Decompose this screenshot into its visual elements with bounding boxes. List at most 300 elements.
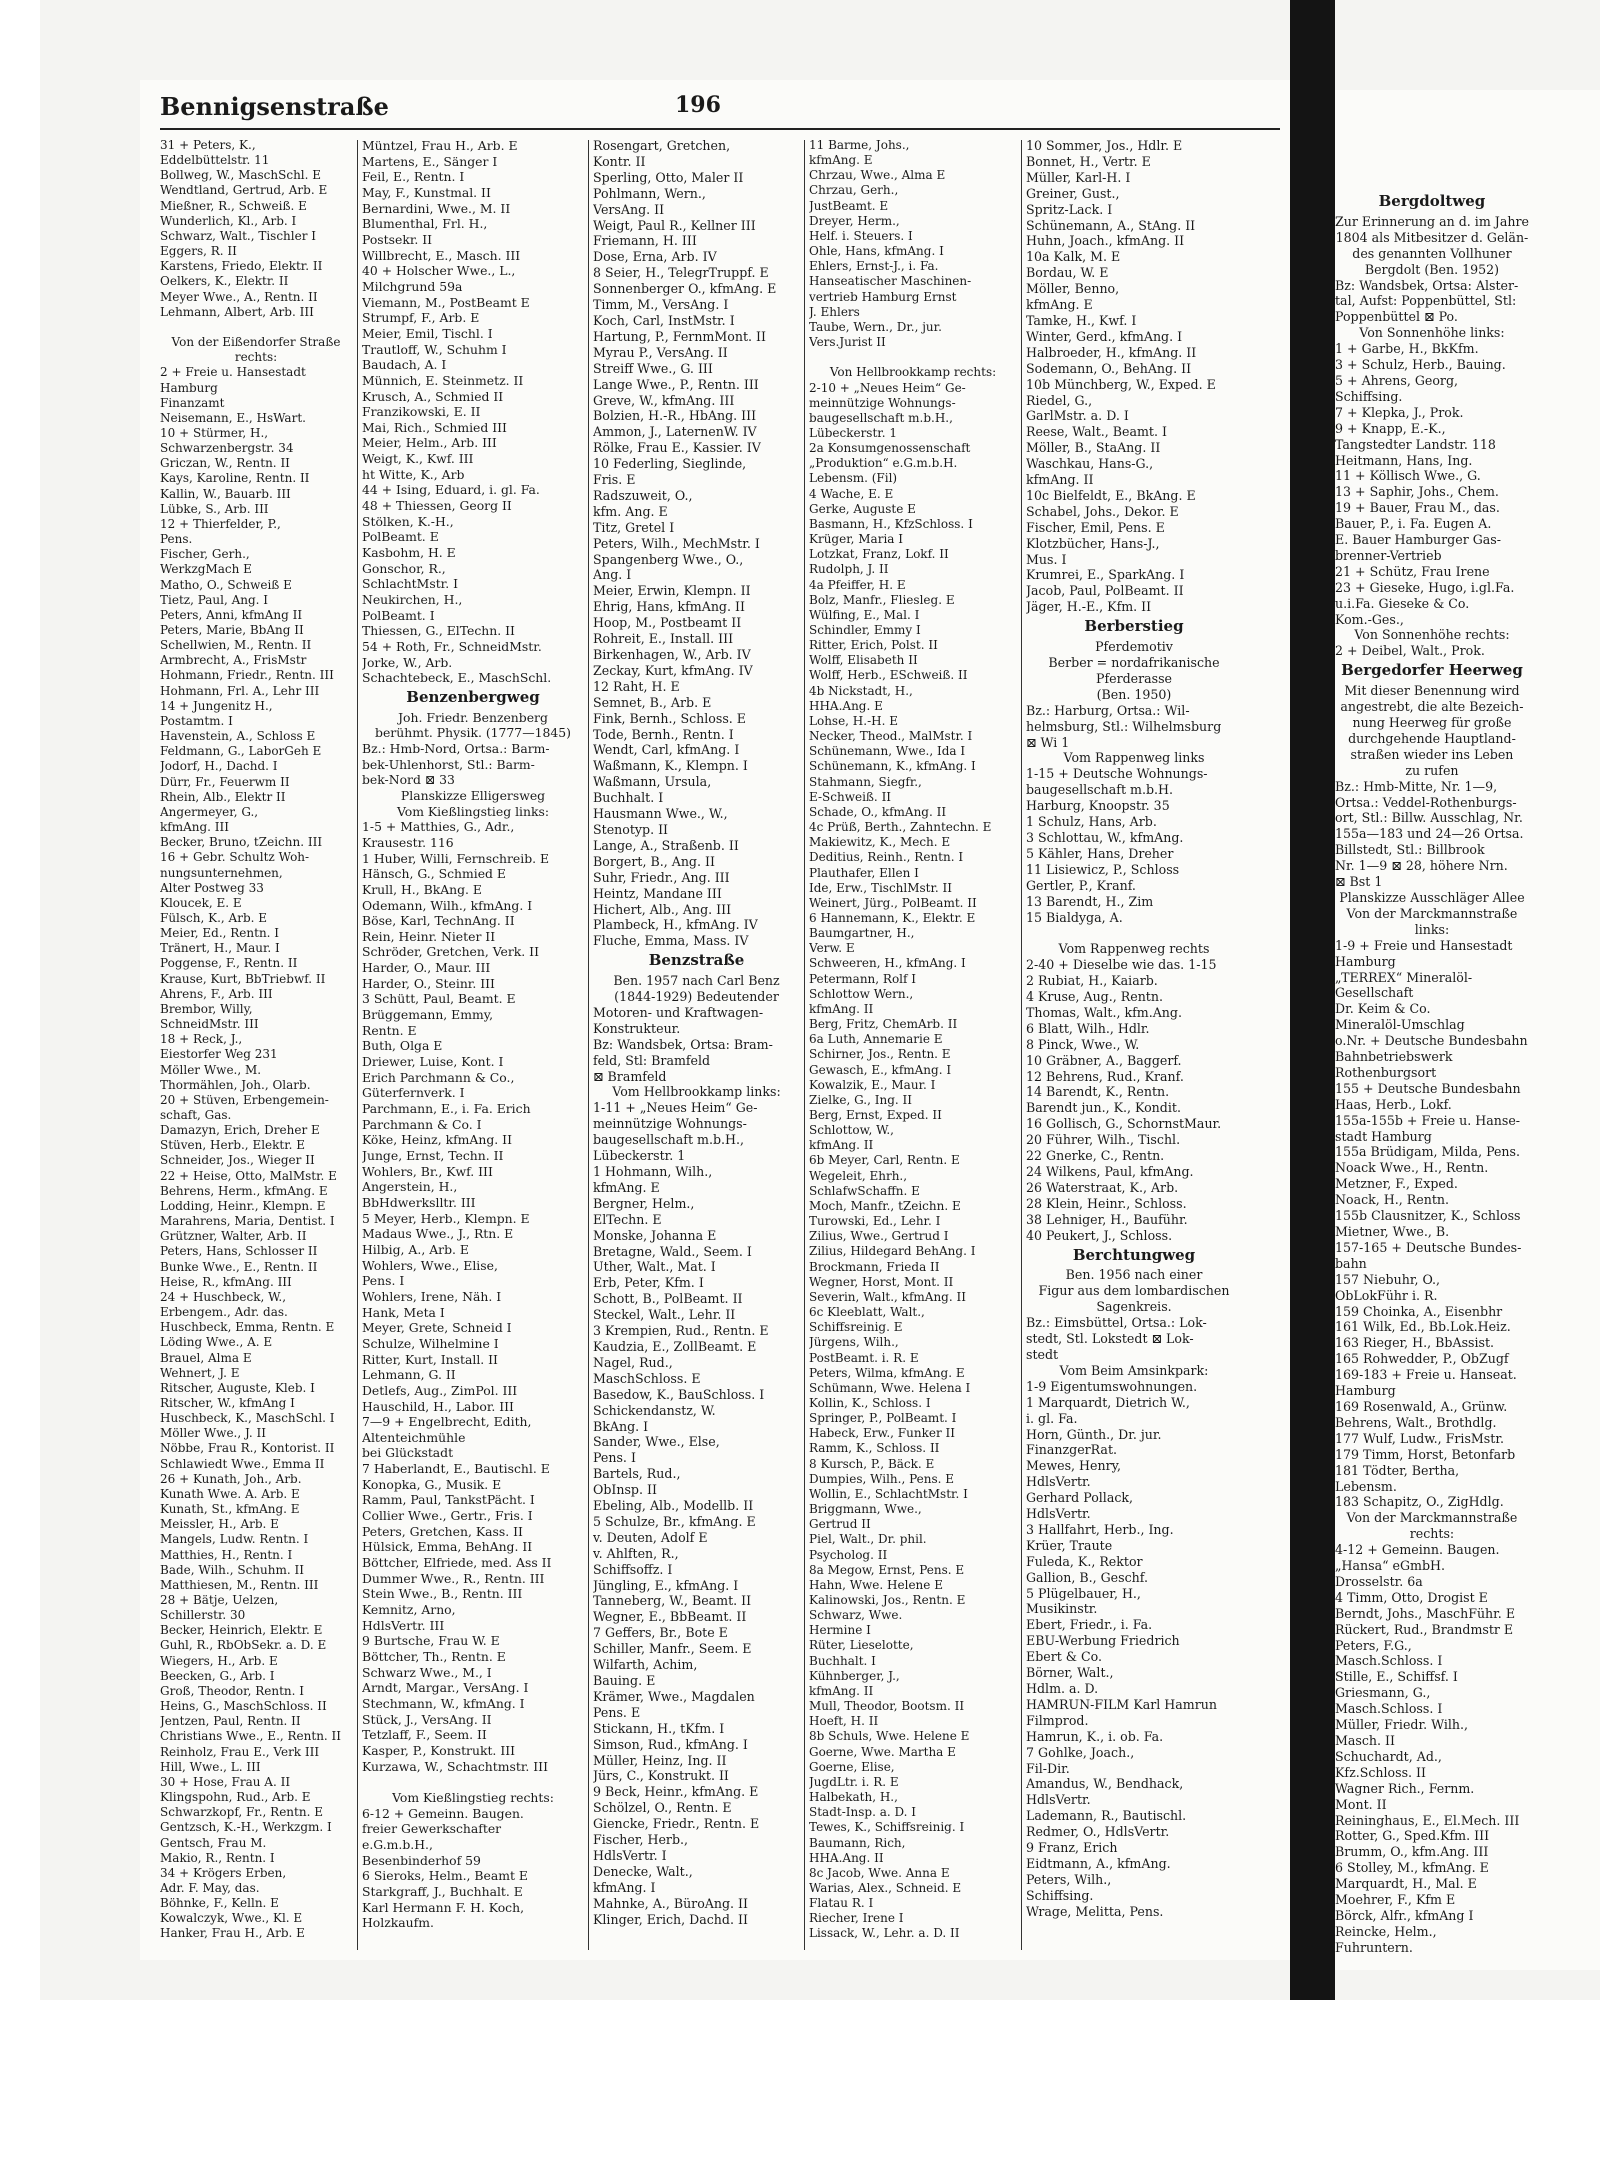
directory-entry: 1-9 + Freie und Hansestadt xyxy=(1335,937,1513,953)
directory-entry: Koch, Carl, InstMstr. I xyxy=(593,312,735,328)
directory-entry: Güterfernverk. I xyxy=(362,1085,465,1101)
directory-entry: Tewes, K., Schiffsreinig. I xyxy=(809,1820,965,1835)
directory-entry: kfmAng. II xyxy=(1026,472,1094,488)
directory-entry: Ortsa.: Veddel-Rothenburgs- xyxy=(1335,794,1517,810)
directory-entry: ⊠ Wi 1 xyxy=(1026,734,1070,750)
directory-entry: Alter Postweg 33 xyxy=(160,880,264,895)
directory-entry: Fil-Dir. xyxy=(1026,1760,1070,1776)
directory-entry: Müller, Friedr. Wilh., xyxy=(1335,1717,1468,1733)
directory-entry: Matthiesen, M., Rentn. III xyxy=(160,1577,319,1592)
directory-entry: Peters, Marie, BbAng II xyxy=(160,623,304,637)
directory-entry: Karstens, Friedo, Elektr. II xyxy=(160,259,323,274)
directory-entry: Reese, Walt., Beamt. I xyxy=(1026,424,1167,440)
directory-entry: Schiffsoffz. I xyxy=(593,1561,673,1577)
directory-entry: bek-Uhlenhorst, Stl.: Barm- xyxy=(362,756,535,772)
column-divider xyxy=(804,140,805,1950)
directory-entry: Peters, Gretchen, Kass. II xyxy=(362,1523,523,1539)
directory-entry: Jodorf, H., Dachd. I xyxy=(160,759,278,774)
directory-entry: Klingspohn, Rud., Arb. E xyxy=(160,1790,311,1805)
directory-entry: Basmann, H., KfzSchloss. I xyxy=(809,516,973,531)
directory-entry: Wehnert, J. E xyxy=(160,1365,240,1380)
directory-entry: Dummer Wwe., R., Rentn. III xyxy=(362,1570,545,1586)
directory-entry: Blumenthal, Frl. H., xyxy=(362,216,488,232)
directory-entry: Junge, Ernst, Techn. II xyxy=(362,1148,504,1163)
directory-entry: Winter, Gerd., kfmAng. I xyxy=(1026,328,1183,344)
directory-entry: Bergdolt (Ben. 1952) xyxy=(1364,261,1500,277)
directory-entry: Psycholog. II xyxy=(809,1547,888,1562)
directory-entry: Radszuweit, O., xyxy=(593,487,693,503)
directory-entry: u.i.Fa. Gieseke & Co. xyxy=(1335,595,1470,611)
directory-entry: Müller, Karl-H. I xyxy=(1026,169,1131,185)
directory-entry: Kom.-Ges., xyxy=(1335,611,1404,627)
directory-entry: schaft, Gas. xyxy=(160,1108,232,1122)
directory-entry: Flatau R. I xyxy=(809,1896,874,1911)
directory-entry: Schünemann, A., StAng. II xyxy=(1026,217,1196,233)
directory-entry: Makiewitz, K., Mech. E xyxy=(809,835,951,850)
directory-entry: vertrieb Hamburg Ernst xyxy=(809,289,957,304)
directory-entry: Schwarz, Wwe. xyxy=(809,1608,903,1623)
directory-entry: Schneider, Jos., Wieger II xyxy=(160,1153,315,1168)
directory-entry: 1 Schulz, Hans, Arb. xyxy=(1026,814,1157,830)
directory-entry: Fischer, Herb., xyxy=(593,1832,689,1848)
directory-entry: Eggers, R. II xyxy=(160,244,237,259)
directory-entry: stedt, Stl. Lokstedt ⊠ Lok- xyxy=(1026,1331,1194,1347)
directory-entry: Wohlers, Irene, Näh. I xyxy=(362,1288,502,1304)
directory-entry: 12 Behrens, Rud., Kranf. xyxy=(1026,1068,1184,1084)
directory-entry: 3 + Schulz, Herb., Bauing. xyxy=(1335,357,1506,373)
directory-entry: Lübeckerstr. 1 xyxy=(809,425,897,440)
directory-entry: Hank, Meta I xyxy=(362,1304,445,1320)
street-heading: Bergdoltweg xyxy=(1378,192,1486,210)
directory-entry: Ramm, K., Schloss. II xyxy=(809,1441,940,1456)
directory-entry: Odemann, Wilh., kfmAng. I xyxy=(362,897,533,913)
directory-entry: 11 Lisiewicz, P., Schloss xyxy=(1026,861,1180,877)
directory-entry: Giencke, Friedr., Rentn. E xyxy=(593,1816,760,1832)
directory-entry: Moch, Manfr., tZeichn. E xyxy=(809,1198,961,1213)
directory-entry: Sander, Wwe., Else, xyxy=(593,1434,720,1450)
directory-entry: Kasbohm, H. E xyxy=(362,545,456,561)
directory-entry: 5 Kähler, Hans, Dreher xyxy=(1026,845,1174,861)
directory-entry: (1844-1929) Bedeutender xyxy=(614,989,779,1005)
directory-entry: Lotzkat, Franz, Lokf. II xyxy=(809,547,949,562)
directory-entry: 6a Luth, Annemarie E xyxy=(809,1032,943,1047)
directory-entry: Hülsick, Emma, BehAng. II xyxy=(362,1539,533,1555)
directory-entry: 155a Brüdigam, Milda, Pens. xyxy=(1335,1144,1521,1160)
directory-entry: (Ben. 1950) xyxy=(1096,686,1172,702)
directory-entry: 6 Sieroks, Helm., Beamt E xyxy=(362,1868,528,1884)
directory-entry: Gerhard Pollack, xyxy=(1026,1490,1134,1506)
directory-entry: 38 Lehniger, H., Bauführ. xyxy=(1026,1211,1188,1227)
directory-entry: stedt xyxy=(1026,1346,1059,1362)
directory-entry: 181 Tödter, Bertha, xyxy=(1335,1462,1460,1478)
directory-entry: 3 Krempien, Rud., Rentn. E xyxy=(593,1323,769,1339)
directory-entry: 28 Klein, Heinr., Schloss. xyxy=(1026,1195,1187,1211)
directory-entry: Haas, Herb., Lokf. xyxy=(1335,1096,1452,1112)
directory-entry: Kays, Karoline, Rentn. II xyxy=(160,471,310,486)
directory-entry: Stenotyp. II xyxy=(593,821,669,837)
directory-entry: Wohlers, Br., Kwf. III xyxy=(362,1163,493,1179)
directory-entry: Franzikowski, E. II xyxy=(362,404,481,420)
directory-entry: Böttcher, Th., Rentn. E xyxy=(362,1649,506,1664)
directory-entry: Möller, Benno, xyxy=(1026,281,1120,297)
directory-entry: Nöbbe, Frau R., Kontorist. II xyxy=(160,1441,335,1456)
directory-entry: Zilius, Hildegard BehAng. I xyxy=(809,1244,976,1259)
directory-entry: Tietz, Paul, Ang. I xyxy=(160,592,269,607)
directory-entry: 9 Franz, Erich xyxy=(1026,1840,1118,1856)
directory-entry: Plambeck, H., kfmAng. IV xyxy=(593,917,758,933)
directory-entry: Pens. xyxy=(160,532,193,547)
directory-entry: Schuchardt, Ad., xyxy=(1335,1748,1442,1764)
directory-entry: Meyer Wwe., A., Rentn. II xyxy=(160,289,318,304)
directory-entry: Kallin, W., Bauarb. III xyxy=(160,486,291,501)
directory-entry: Lehmann, G. II xyxy=(362,1367,456,1383)
directory-entry: Lübeckerstr. 1 xyxy=(593,1148,686,1164)
directory-entry: Wegner, E., BbBeamt. II xyxy=(593,1609,747,1625)
directory-entry: 1 Huber, Willi, Fernschreib. E xyxy=(362,850,550,866)
directory-entry: Starkgraff, J., Buchhalt. E xyxy=(362,1883,523,1899)
directory-entry: Kasper, P., Konstrukt. III xyxy=(362,1742,515,1758)
directory-entry: 6 Stolley, M., kfmAng. E xyxy=(1335,1860,1489,1876)
directory-entry: Brüggemann, Emmy, xyxy=(362,1007,494,1023)
directory-entry: Wegner, Horst, Mont. II xyxy=(809,1274,954,1289)
directory-entry: SchlafwSchaffn. E xyxy=(809,1183,920,1198)
directory-entry: E-Schweiß. II xyxy=(809,789,892,804)
directory-entry: Riedel, G., xyxy=(1026,392,1093,408)
blank-line xyxy=(362,1774,584,1790)
directory-entry: Eddelbüttelstr. 11 xyxy=(160,153,270,168)
directory-entry: Schellwien, M., Rentn. II xyxy=(160,638,312,653)
directory-entry: 6 Blatt, Wilh., Hdlr. xyxy=(1026,1020,1150,1036)
directory-entry: 40 + Holscher Wwe., L., xyxy=(362,263,516,279)
directory-entry: Tode, Bernh., Rentn. I xyxy=(593,726,734,742)
directory-entry: Wohlers, Wwe., Elise, xyxy=(362,1257,498,1273)
directory-entry: Ohle, Hans, kfmAng. I xyxy=(809,244,944,259)
directory-entry: Spangenberg Wwe., O., xyxy=(593,551,744,567)
directory-entry: rechts: xyxy=(234,350,278,365)
directory-entry: Ritscher, Auguste, Kleb. I xyxy=(160,1380,315,1395)
directory-entry: HdlsVertr. I xyxy=(593,1847,667,1863)
directory-entry: 10c Bielfeldt, E., BkAng. E xyxy=(1026,487,1196,503)
directory-entry: Kalinowski, Jos., Rentn. E xyxy=(809,1593,966,1607)
directory-entry: Rosengart, Gretchen, xyxy=(593,138,731,153)
directory-entry: PostBeamt. i. R. E xyxy=(809,1350,919,1365)
directory-entry: Rohreit, E., Install. III xyxy=(593,631,734,647)
directory-entry: Goerne, Elise, xyxy=(809,1759,895,1774)
directory-entry: Postamtm. I xyxy=(160,713,233,728)
directory-entry: Heins, G., MaschSchloss. II xyxy=(160,1699,327,1714)
directory-entry: 1-5 + Matthies, G., Adr., xyxy=(362,819,515,835)
directory-entry: Bz: Wandsbek, Ortsa: Bram- xyxy=(593,1036,773,1052)
directory-entry: 6 Hannemann, K., Elektr. E xyxy=(809,910,976,925)
directory-entry: Ritter, Kurt, Install. II xyxy=(362,1351,498,1367)
directory-entry: Stahmann, Siegfr., xyxy=(809,774,922,789)
running-head-street: Bennigsenstraße xyxy=(160,92,389,121)
directory-entry: Kowalczyk, Wwe., Kl. E xyxy=(160,1911,303,1926)
directory-entry: Vom Rappenweg rechts xyxy=(1058,941,1210,957)
directory-entry: Sodemann, O., BehAng. II xyxy=(1026,360,1192,376)
directory-entry: Becker, Heinrich, Elektr. E xyxy=(160,1623,323,1638)
directory-entry: 8 Seier, H., TelegrTruppf. E xyxy=(593,265,769,281)
adjacent-page xyxy=(1335,90,1600,1970)
directory-entry: Heintz, Mandane III xyxy=(593,885,722,901)
directory-entry: Müntzel, Frau H., Arb. E xyxy=(362,138,518,153)
directory-entry: Tränert, H., Maur. I xyxy=(160,941,280,956)
directory-entry: Chrzau, Gerh., xyxy=(809,183,899,198)
directory-entry: 12 Raht, H. E xyxy=(593,678,680,694)
directory-entry: E. Bauer Hamburger Gas- xyxy=(1335,532,1502,548)
directory-entry: Hamburg xyxy=(160,380,218,395)
directory-entry: Krusch, A., Schmied II xyxy=(362,388,504,404)
directory-entry: kfm. Ang. E xyxy=(593,503,668,519)
directory-entry: 155a-155b + Freie u. Hanse- xyxy=(1335,1112,1521,1128)
directory-entry: Deditius, Reinh., Rentn. I xyxy=(809,850,964,865)
directory-entry: Bz.: Hmb-Mitte, Nr. 1—9, xyxy=(1335,778,1498,794)
directory-entry: Fuleda, K., Rektor xyxy=(1026,1553,1143,1569)
directory-entry: Schölzel, O., Rentn. E xyxy=(593,1800,732,1816)
directory-entry: kfmAng. E xyxy=(593,1179,660,1195)
directory-entry: Nr. 1—9 ⊠ 28, höhere Nrn. xyxy=(1335,858,1508,874)
directory-entry: Poggense, F., Rentn. II xyxy=(160,956,298,971)
directory-entry: HHA.Ang. E xyxy=(809,698,883,713)
directory-entry: Meier, Helm., Arb. III xyxy=(362,435,497,451)
directory-entry: 21 + Schütz, Frau Irene xyxy=(1335,563,1490,579)
directory-entry: Fischer, Gerh., xyxy=(160,547,250,562)
directory-entry: Bauing. E xyxy=(593,1673,656,1688)
directory-entry: nungsunternehmen, xyxy=(160,865,283,880)
directory-entry: J. Ehlers xyxy=(809,304,860,319)
directory-entry: Schweeren, H., kfmAng. I xyxy=(809,956,966,971)
directory-entry: 165 Rohwedder, P., ObZugf xyxy=(1335,1351,1509,1367)
directory-entry: Fluche, Emma, Mass. IV xyxy=(593,933,749,949)
directory-entry: Christians Wwe., E., Rentn. II xyxy=(160,1729,342,1744)
directory-entry: Neisemann, E., HsWart. xyxy=(160,410,306,425)
directory-entry: Gertrud II xyxy=(809,1517,871,1532)
directory-entry: Goerne, Wwe. Martha E xyxy=(809,1744,956,1759)
directory-entry: „Hansa“ eGmbH. xyxy=(1335,1558,1446,1574)
directory-entry: Verw. E xyxy=(809,941,855,956)
directory-entry: 14 Barendt, K., Rentn. xyxy=(1026,1084,1170,1100)
directory-entry: Krüer, Traute xyxy=(1026,1537,1113,1553)
directory-entry: Kurzawa, W., Schachtmstr. III xyxy=(362,1758,548,1774)
directory-entry: 1804 als Mitbesitzer d. Gelän- xyxy=(1335,229,1529,245)
directory-entry: brenner-Vertrieb xyxy=(1335,547,1442,563)
directory-entry: Hohmann, Frl. A., Lehr III xyxy=(160,683,320,698)
directory-entry: 16 + Gebr. Schultz Woh- xyxy=(160,850,310,865)
directory-entry: Noack Wwe., H., Rentn. xyxy=(1335,1160,1489,1176)
directory-entry: Harder, O., Steinr. III xyxy=(362,975,495,991)
directory-entry: Makio, R., Rentn. I xyxy=(160,1850,275,1865)
directory-entry: Viemann, M., PostBeamt E xyxy=(362,294,530,310)
directory-entry: Angerstein, H., xyxy=(362,1179,458,1195)
directory-entry: 6b Meyer, Carl, Rentn. E xyxy=(809,1153,960,1168)
directory-entry: Eidtmann, A., kfmAng. xyxy=(1026,1855,1171,1871)
header-rule xyxy=(160,128,1280,130)
directory-entry: Tamke, H., Kwf. I xyxy=(1026,312,1137,328)
directory-entry: 9 + Knapp, E.-K., xyxy=(1335,420,1446,436)
directory-entry: Bz.: Eimsbüttel, Ortsa.: Lok- xyxy=(1026,1315,1207,1331)
directory-entry: Madaus Wwe., J., Rtn. E xyxy=(362,1226,514,1242)
directory-entry: Köke, Heinz, kfmAng. II xyxy=(362,1132,512,1148)
directory-entry: Mineralöl-Umschlag xyxy=(1335,1017,1465,1033)
directory-entry: Timm, M., VersAng. I xyxy=(593,297,729,313)
directory-entry: VersAng. II xyxy=(593,201,665,217)
directory-entry: Brumm, O., kfm.Ang. III xyxy=(1335,1844,1489,1860)
directory-entry: 9 Beck, Heinr., kfmAng. E xyxy=(593,1784,759,1800)
directory-entry: zu rufen xyxy=(1405,762,1459,778)
directory-entry: Schade, O., kfmAng. II xyxy=(809,804,947,819)
directory-entry: 1 + Garbe, H., BkKfm. xyxy=(1335,341,1479,357)
directory-entry: Stüven, Herb., Elektr. E xyxy=(160,1138,306,1153)
directory-entry: Briggmann, Wwe., xyxy=(809,1502,922,1517)
directory-entry: 1 Marquardt, Dietrich W., xyxy=(1026,1394,1190,1410)
directory-entry: Erich Parchmann & Co., xyxy=(362,1069,515,1085)
directory-entry: 4a Pfeiffer, H. E xyxy=(809,577,906,592)
directory-entry: 23 + Gieseke, Hugo, i.gl.Fa. xyxy=(1335,579,1515,595)
directory-entry: Heise, R., kfmAng. III xyxy=(160,1274,292,1289)
directory-entry: 1-15 + Deutsche Wohnungs- xyxy=(1026,766,1208,782)
directory-entry: Meier, Erwin, Klempn. II xyxy=(593,583,751,599)
directory-entry: Turowski, Ed., Lehr. I xyxy=(809,1214,941,1229)
directory-entry: Weigt, Paul R., Kellner III xyxy=(593,217,756,233)
directory-entry: Halbekath, H., xyxy=(809,1790,898,1805)
directory-entry: Schlawiedt Wwe., Emma II xyxy=(160,1456,325,1471)
directory-entry: Rölke, Frau E., Kassier. IV xyxy=(593,440,761,456)
directory-entry: Kemnitz, Arno, xyxy=(362,1602,456,1618)
directory-entry: Hoop, M., Postbeamt II xyxy=(593,615,742,631)
directory-entry: 159 Choinka, A., Eisenbhr xyxy=(1335,1303,1503,1319)
directory-entry: Springer, P., PolBeamt. I xyxy=(809,1411,957,1426)
directory-entry: Brauel, Alma E xyxy=(160,1350,252,1365)
directory-entry: Krull, H., BkAng. E xyxy=(362,881,482,897)
directory-entry: Krausestr. 116 xyxy=(362,834,454,850)
directory-entry: 8c Jacob, Wwe. Anna E xyxy=(809,1865,950,1880)
directory-entry: Piel, Walt., Dr. phil. xyxy=(809,1532,927,1547)
directory-entry: Nagel, Rud., xyxy=(593,1354,673,1370)
directory-entry: 34 + Krögers Erben, xyxy=(160,1865,287,1880)
directory-entry: 7 + Klepka, J., Prok. xyxy=(1335,404,1464,420)
directory-entry: Möller Wwe., M. xyxy=(160,1062,262,1077)
directory-entry: HHA.Ang. II xyxy=(809,1850,884,1865)
directory-entry: Von der Marckmannstraße xyxy=(1346,1510,1518,1526)
directory-entry: Schwarz, Walt., Tischler I xyxy=(160,228,317,243)
directory-entry: Kfz.Schloss. II xyxy=(1335,1764,1426,1780)
directory-entry: Hamrun, K., i. ob. Fa. xyxy=(1026,1728,1164,1744)
directory-entry: Rotter, G., Sped.Kfm. III xyxy=(1335,1828,1490,1844)
directory-entry: PolBeamt. I xyxy=(362,607,435,623)
directory-entry: Meissler, H., Arb. E xyxy=(160,1517,279,1532)
directory-entry: kfmAng. I xyxy=(593,1879,656,1895)
directory-entry: Lübke, S., Arb. III xyxy=(160,501,269,516)
directory-entry: Mietner, Wwe., B. xyxy=(1335,1224,1450,1239)
directory-entry: Von Sonnenhöhe rechts: xyxy=(1354,627,1510,643)
directory-entry: Vom Rappenweg links xyxy=(1063,750,1205,766)
directory-entry: Schabel, Johs., Dekor. E xyxy=(1026,503,1179,519)
directory-entry: Rein, Heinr. Nieter II xyxy=(362,928,496,944)
directory-entry: Zeckay, Kurt, kfmAng. IV xyxy=(593,662,753,678)
directory-entry: Lissack, W., Lehr. a. D. II xyxy=(809,1926,960,1941)
directory-entry: Hdlm. a. D. xyxy=(1026,1681,1099,1696)
directory-entry: Karl Hermann F. H. Koch, xyxy=(362,1899,525,1915)
directory-entry: Uther, Walt., Mat. I xyxy=(593,1259,716,1275)
directory-entry: Möller Wwe., J. II xyxy=(160,1426,266,1441)
directory-entry: Krause, Kurt, BbTriebwf. II xyxy=(160,971,326,986)
directory-entry: 19 + Bauer, Frau M., das. xyxy=(1335,500,1500,516)
directory-entry: 157-165 + Deutsche Bundes- xyxy=(1335,1239,1522,1255)
directory-entry: Semnet, B., Arb. E xyxy=(593,694,712,710)
directory-entry: Kloucek, E. E xyxy=(160,895,242,910)
directory-entry: Halbroeder, H., kfmAng. II xyxy=(1026,344,1197,360)
directory-entry: Berg, Ernst, Exped. II xyxy=(809,1108,942,1122)
directory-entry: Denecke, Walt., xyxy=(593,1863,693,1879)
directory-entry: Necker, Theod., MalMstr. I xyxy=(809,729,973,744)
directory-entry: kfmAng. III xyxy=(160,820,230,835)
directory-entry: Bahnbetriebswerk xyxy=(1335,1049,1453,1065)
directory-entry: rechts: xyxy=(1409,1526,1455,1542)
directory-entry: bek-Nord ⊠ 33 xyxy=(362,772,455,788)
directory-entry: Börck, Alfr., kfmAng I xyxy=(1335,1907,1474,1923)
directory-entry: Lehmann, Albert, Arb. III xyxy=(160,304,314,319)
directory-entry: 10 Gräbner, A., Baggerf. xyxy=(1026,1052,1182,1068)
directory-entry: Meier, Emil, Tischl. I xyxy=(362,325,493,341)
directory-entry: Schindler, Emmy I xyxy=(809,623,921,637)
directory-entry: 169 Rosenwald, A., Grünw. xyxy=(1335,1398,1508,1414)
directory-entry: Hanker, Frau H., Arb. E xyxy=(160,1926,305,1941)
directory-entry: Pens. E xyxy=(593,1704,641,1720)
directory-entry: Wilfarth, Achim, xyxy=(593,1657,698,1673)
directory-entry: Bz: Wandsbek, Ortsa: Alster- xyxy=(1335,277,1519,293)
street-heading: Berchtungweg xyxy=(1072,1245,1196,1264)
directory-entry: Schwarzkopf, Fr., Rentn. E xyxy=(160,1805,323,1820)
directory-entry: 2-10 + „Neues Heim“ Ge- xyxy=(809,380,966,395)
directory-entry: 3 Schütt, Paul, Beamt. E xyxy=(362,991,516,1007)
page-gutter xyxy=(1290,0,1335,2000)
directory-entry: stadt Hamburg xyxy=(1335,1128,1432,1144)
directory-entry: 26 Waterstraat, K., Arb. xyxy=(1026,1179,1179,1195)
directory-entry: 22 Gnerke, C., Rentn. xyxy=(1026,1148,1165,1164)
directory-entry: 6c Kleeblatt, Walt., xyxy=(809,1305,925,1320)
directory-entry: Behrens, Walt., Brothdlg. xyxy=(1335,1414,1497,1430)
directory-entry: 31 + Peters, K., xyxy=(160,138,256,152)
directory-entry: 11 Barme, Johs., xyxy=(809,138,910,152)
directory-entry: tal, Aufst: Poppenbüttel, Stl: xyxy=(1335,293,1517,309)
directory-entry: 30 + Hose, Frau A. II xyxy=(160,1774,291,1789)
directory-entry: Titz, Gretel I xyxy=(593,519,675,535)
directory-entry: Berber = nordafrikanische xyxy=(1048,655,1220,670)
directory-entry: Waßmann, Ursula, xyxy=(593,774,712,790)
directory-entry: Wagner Rich., Fernm. xyxy=(1335,1780,1475,1796)
directory-entry: Filmprod. xyxy=(1026,1712,1089,1728)
column-4 xyxy=(809,138,1017,1948)
directory-entry: Poppenbüttel ⊠ Po. xyxy=(1335,309,1458,325)
blank-line xyxy=(160,320,352,335)
directory-entry: Wolff, Herb., ESchweiß. II xyxy=(809,668,968,683)
directory-entry: 161 Wilk, Ed., Bb.Lok.Heiz. xyxy=(1335,1319,1511,1335)
directory-entry: Stickann, H., tKfm. I xyxy=(593,1720,725,1736)
directory-entry: Spritz-Lack. I xyxy=(1026,201,1113,217)
directory-entry: baugesellschaft m.b.H., xyxy=(809,410,953,425)
directory-entry: 4-12 + Gemeinn. Baugen. xyxy=(1335,1542,1500,1558)
directory-entry: Groß, Theodor, Rentn. I xyxy=(160,1683,304,1698)
directory-entry: ⊠ Bst 1 xyxy=(1335,874,1383,890)
directory-entry: 3 Hallfahrt, Herb., Ing. xyxy=(1026,1521,1174,1537)
directory-entry: Mangels, Ludw. Rentn. I xyxy=(160,1532,309,1547)
directory-entry: Dr. Keim & Co. xyxy=(1335,1001,1431,1017)
directory-entry: Hausmann Wwe., W., xyxy=(593,806,728,822)
directory-entry: Suhr, Friedr., Ang. III xyxy=(593,869,730,885)
directory-entry: Myrau P., VersAng. II xyxy=(593,344,728,360)
directory-entry: Altenteichmühle xyxy=(362,1429,466,1445)
street-heading: Bergedorfer Heerweg xyxy=(1341,661,1523,680)
